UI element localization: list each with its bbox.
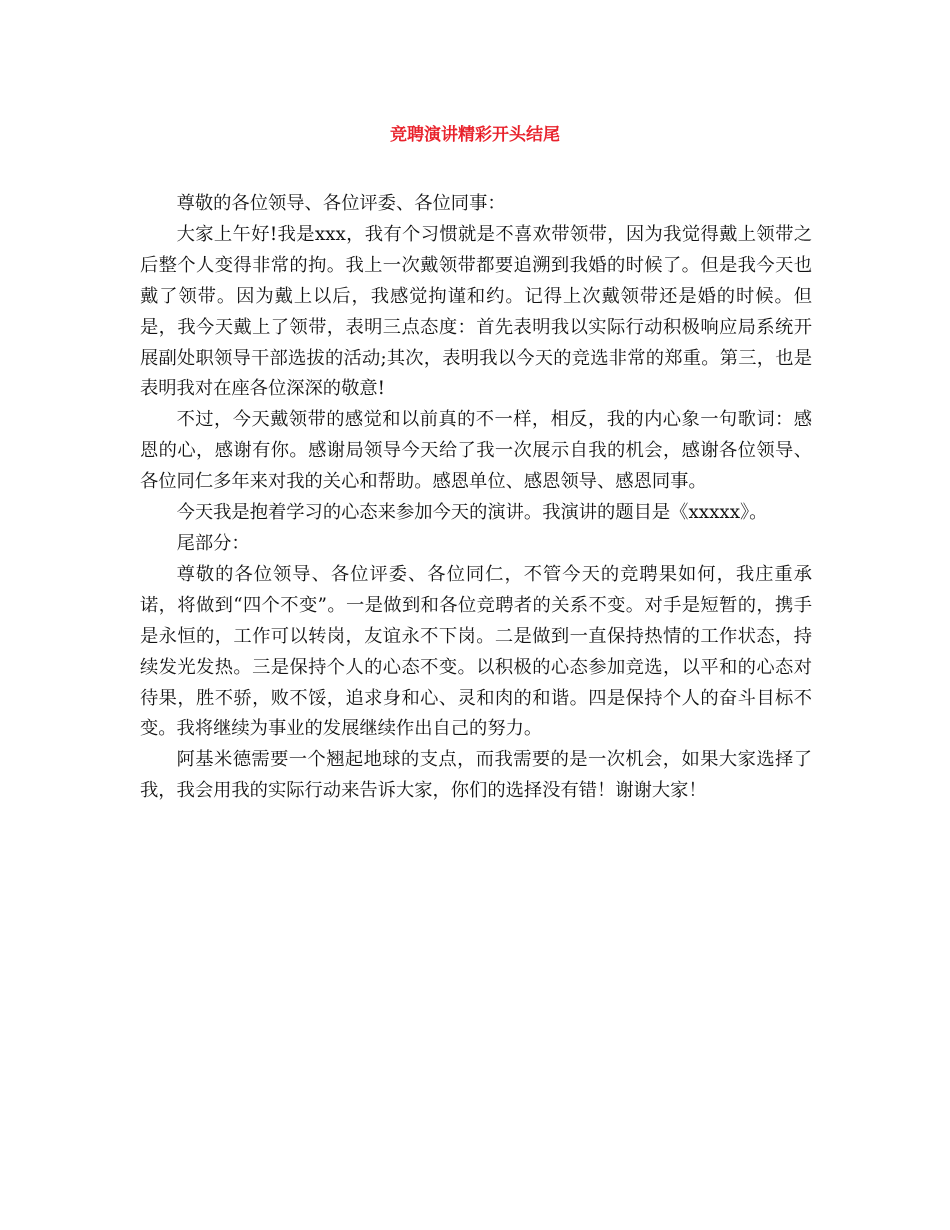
paragraph-topic: 今天我是抱着学习的心态来参加今天的演讲。我演讲的题目是《xxxxx》。 — [176, 502, 768, 524]
document-body — [140, 189, 812, 807]
paragraph-salutation: 尊敬的各位领导、各位评委、各位同事： — [176, 193, 506, 214]
paragraph-commitment: 尊敬的各位领导、各位评委、各位同仁，不管今天的竞聘果如何，我庄重承诺，将做到“四个不变”。一是做到和各位竞聘者的关系不变。对手是短暂的，携手是永恒的，工作可以转岗，友谊永不下岗。二是做到一直保持热情的工作状态，持续发光发热。三是保持个人的心态不变。以积极的心态参加竞选，以平和的心态对待果，胜不骄，败不馁，追求身和心、灵和肉的和谐。四是保持个人的奋斗目标不变。我将继续为事业的发展继续作出自己的努力。 — [140, 563, 812, 740]
paragraph-opening: 大家上午好!我是xxx，我有个习惯就是不喜欢带领带，因为我觉得戴上领带之后整个人变得非常的拘。我上一次戴领带都要追溯到我婚的时候了。但是我今天也戴了领带。因为戴上以后，我感觉拘谨和约。记得上次戴领带还是婚的时候。但是，我今天戴上了领带，表明三点态度：首先表明我以实际行动积极响应局系统开展副处职领导干部选拔的活动;其次，表明我以今天的竞选非常的郑重。第三，也是表明我对在座各位深深的敬意! — [140, 223, 812, 400]
paragraph-closing: 阿基米德需要一个翘起地球的支点，而我需要的是一次机会，如果大家选择了我，我会用我的实际行动来告诉大家，你们的选择没有错！谢谢大家！ — [140, 749, 812, 802]
paragraph-ending-heading: 尾部分： — [176, 532, 250, 554]
paragraph-gratitude: 不过，今天戴领带的感觉和以前真的不一样，相反，我的内心象一句歌词：感恩的心，感谢有你。感谢局领导今天给了我一次展示自我的机会，感谢各位领导、各位同仁多年来对我的关心和帮助。感恩单位、感恩领导、感恩同事。 — [140, 409, 812, 493]
document-title: 竞聘演讲精彩开头结尾 — [390, 125, 560, 145]
